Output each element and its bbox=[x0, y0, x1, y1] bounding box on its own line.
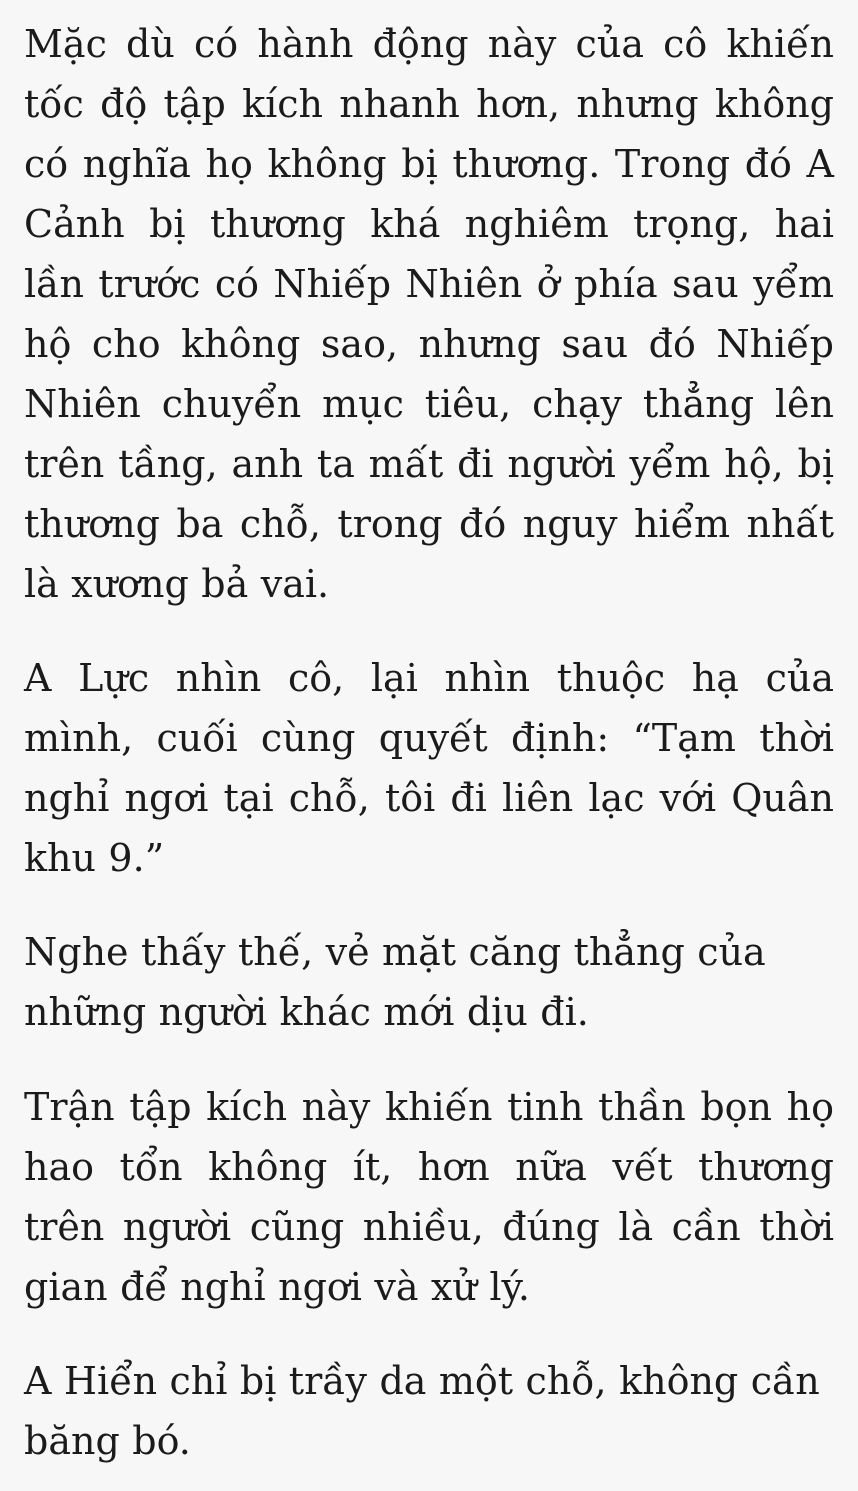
paragraph-4: Trận tập kích này khiến tinh thần bọn họ hao tổn không ít, hơn nữa vết thương trên người cũng nhiều, đúng là cần thời gian để nghỉ ngơi và xử lý. bbox=[24, 1084, 834, 1309]
paragraph-3: Nghe thấy thế, vẻ mặt căng thẳng của những người khác mới dịu đi. bbox=[24, 930, 766, 1035]
paragraph-1: Mặc dù có hành động này của cô khiến tốc độ tập kích nhanh hơn, nhưng không có nghĩa họ không bị thương. Trong đó A Cảnh bị thương khá nghiêm trọng, hai lần trước có Nhiếp Nhiên ở phía sau yểm hộ cho không sao, nhưng sau đó Nhiếp Nhiên chuyển mục tiêu, chạy thẳng lên trên tầng, anh ta mất đi người yểm hộ, bị thương ba chỗ, trong đó nguy hiểm nhất là xương bả vai. bbox=[24, 22, 834, 607]
paragraph-5: A Hiển chỉ bị trầy da một chỗ, không cần băng bó. bbox=[24, 1358, 820, 1463]
paragraph-2: A Lực nhìn cô, lại nhìn thuộc hạ của mình, cuối cùng quyết định: “Tạm thời nghỉ ngơi tại chỗ, tôi đi liên lạc với Quân khu 9.” bbox=[24, 656, 834, 881]
